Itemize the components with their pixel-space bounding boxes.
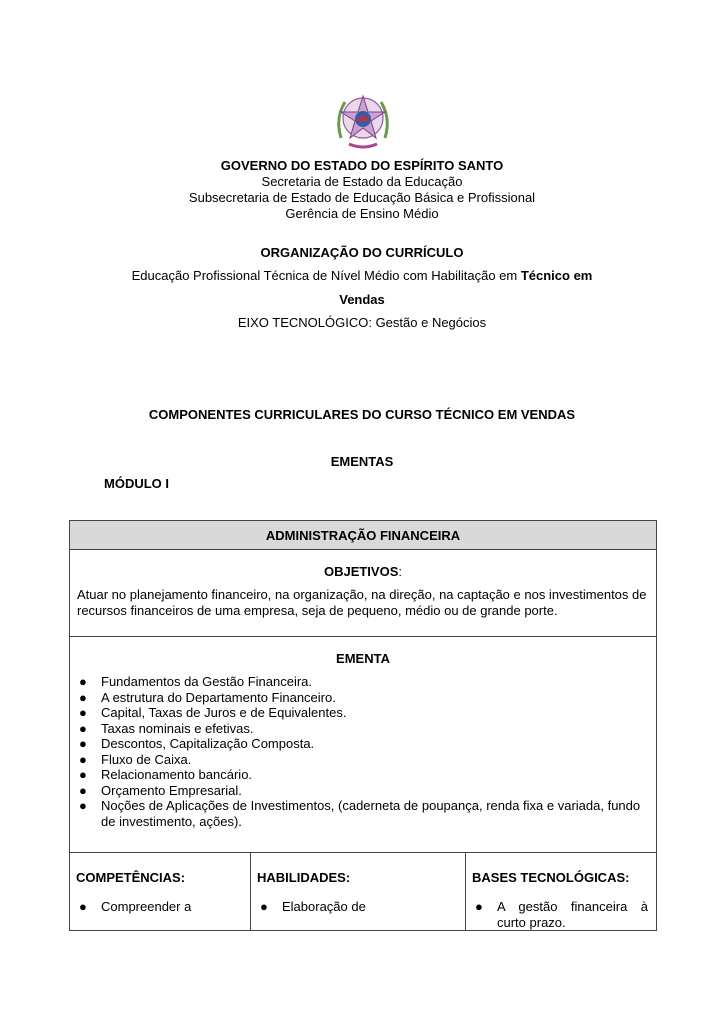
management-name: Gerência de Ensino Médio xyxy=(285,206,439,221)
bullet: ● xyxy=(260,899,268,914)
ementa-list xyxy=(70,674,656,829)
ementa-item: ● Descontos, Capitalização Composta. xyxy=(79,736,315,751)
subject-row xyxy=(70,521,657,550)
bullet: ● xyxy=(79,767,87,782)
skills-row xyxy=(70,853,657,931)
bullet: ● xyxy=(79,751,87,767)
course-line-2: Vendas xyxy=(339,292,385,307)
bullet: ● xyxy=(475,899,483,914)
government-name: GOVERNO DO ESTADO DO ESPÍRITO SANTO xyxy=(220,158,504,173)
bullet: ● xyxy=(79,674,87,689)
bases-heading: BASES TECNOLÓGICAS: xyxy=(472,870,630,885)
ementa-item: ● Fluxo de Caixa. xyxy=(79,751,192,767)
ementa-heading: EMENTA xyxy=(336,651,390,666)
bullet: ● xyxy=(79,689,87,705)
ementa-item: ● Capital, Taxas de Juros e de Equivalentes. xyxy=(79,705,347,720)
module-title: MÓDULO I xyxy=(104,476,169,491)
competencias-item: ● Compreender a xyxy=(79,899,192,914)
ementa-row xyxy=(70,637,657,853)
course-line-1 xyxy=(0,268,724,283)
ementa-item: ● Fundamentos da Gestão Financeira. xyxy=(79,674,313,689)
bullet: ● xyxy=(79,705,87,720)
ementa-item: ● Orçamento Empresarial. xyxy=(79,782,242,798)
objectives-text: Atuar no planejamento financeiro, na organização, na direção, na captação e nos investimentos de recursos financeiros de uma empresa, seja de pequeno, médio ou de grande porte. xyxy=(77,587,647,618)
bullet: ● xyxy=(79,798,87,813)
components-title: COMPONENTES CURRICULARES DO CURSO TÉCNICO EM VENDAS xyxy=(148,407,576,422)
competencias-heading: COMPETÊNCIAS: xyxy=(76,870,186,885)
objectives-heading: OBJETIVOS: xyxy=(323,564,403,579)
ementas-title: EMENTAS xyxy=(330,454,394,469)
subsecretariat-name: Subsecretaria de Estado de Educação Básica e Profissional xyxy=(188,190,536,205)
habilidades-item: ● Elaboração de xyxy=(260,899,366,914)
bullet: ● xyxy=(79,736,87,751)
bases-item: ● A gestão financeira à curto prazo. xyxy=(475,899,648,930)
curriculum-table xyxy=(69,520,657,931)
secretariat-name: Secretaria de Estado da Educação xyxy=(261,174,463,189)
bullet: ● xyxy=(79,899,87,914)
organization-title: ORGANIZAÇÃO DO CURRÍCULO xyxy=(260,245,464,260)
habilidades-heading: HABILIDADES: xyxy=(257,870,351,885)
bullet: ● xyxy=(79,720,87,736)
ementa-item: ● Taxas nominais e efetivas. xyxy=(79,720,254,736)
ementa-item: ● Relacionamento bancário. xyxy=(79,767,253,782)
subject-title: ADMINISTRAÇÃO FINANCEIRA xyxy=(70,521,657,550)
technological-axis: EIXO TECNOLÓGICO: Gestão e Negócios xyxy=(237,315,487,330)
bullet: ● xyxy=(79,782,87,798)
ementa-item: ● Noções de Aplicações de Investimentos, (caderneta de poupança, renda fixa e variada, fundo de investimento, ações). xyxy=(79,798,641,829)
state-seal-logo xyxy=(331,88,395,152)
course-line-text: Educação Profissional Técnica de Nível Médio com Habilitação em xyxy=(131,268,521,283)
ementa-item: ● A estrutura do Departamento Financeiro. xyxy=(79,689,336,705)
course-line-bold: Técnico em xyxy=(520,268,593,283)
objectives-row xyxy=(70,550,657,637)
